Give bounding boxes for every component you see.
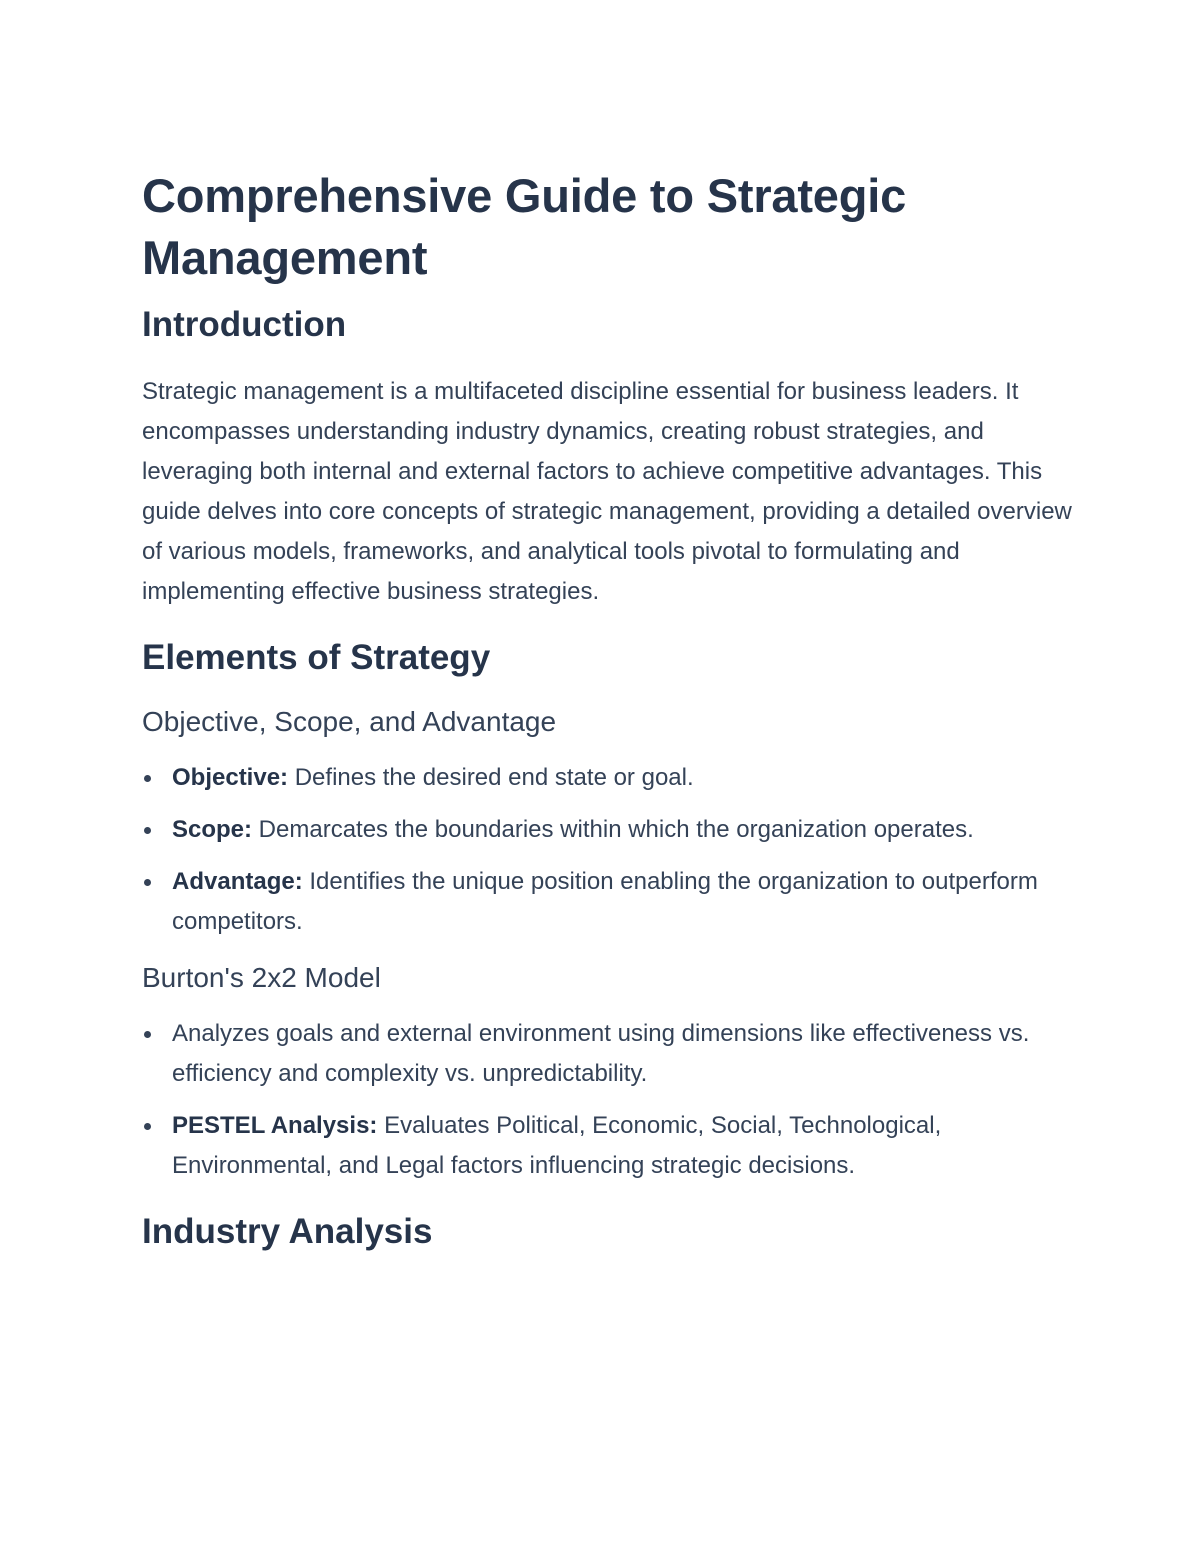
term-pestel: PESTEL Analysis:: [172, 1112, 378, 1139]
bullet-icon: [144, 879, 151, 886]
list-item-burton-analyzes: [142, 1014, 1077, 1094]
introduction-heading: Introduction: [142, 305, 347, 344]
list-item-objective: [142, 758, 1077, 798]
introduction-paragraph: Strategic management is a multifaceted discipline essential for business leaders. It encompasses understanding industry dynamics, creating robust strategies, and leveraging both internal and external factors to achieve competitive advantages. This guide delves into core concepts of strategic management, providing a detailed overview of various models, frameworks, and analytical tools pivotal to formulating and implementing effective business strategies.: [142, 378, 1072, 605]
elements-of-strategy-heading: Elements of Strategy: [142, 638, 491, 677]
bullet-icon: [144, 1123, 151, 1130]
description-scope: Demarcates the boundaries within which the organization operates.: [252, 816, 974, 843]
burtons-model-subheading: Burton's 2x2 Model: [142, 962, 381, 993]
document-page: [142, 165, 1077, 1254]
burtons-model-list: [142, 1014, 1077, 1186]
list-item-scope: [142, 810, 1077, 850]
list-item-pestel: [142, 1106, 1077, 1186]
term-objective: Objective:: [172, 764, 289, 791]
term-advantage: Advantage:: [172, 868, 303, 895]
bullet-icon: [144, 1031, 151, 1038]
objective-scope-advantage-list: [142, 758, 1077, 942]
industry-analysis-heading: Industry Analysis: [142, 1212, 433, 1251]
bullet-icon: [144, 775, 151, 782]
list-item-advantage: [142, 862, 1077, 942]
document-title: Comprehensive Guide to Strategic Management: [142, 169, 907, 284]
term-scope: Scope:: [172, 816, 253, 843]
objective-scope-advantage-subheading: Objective, Scope, and Advantage: [142, 706, 557, 737]
description-objective: Defines the desired end state or goal.: [288, 764, 694, 791]
description-pestel: Evaluates Political, Economic, Social, Technological, Environmental, and Legal factors influencing strategic decisions.: [172, 1112, 942, 1179]
bullet-icon: [144, 827, 151, 834]
description-burton: Analyzes goals and external environment using dimensions like effectiveness vs. efficiency and complexity vs. unpredictability.: [172, 1020, 1030, 1087]
description-advantage: Identifies the unique position enabling the organization to outperform competitors.: [172, 868, 1038, 935]
